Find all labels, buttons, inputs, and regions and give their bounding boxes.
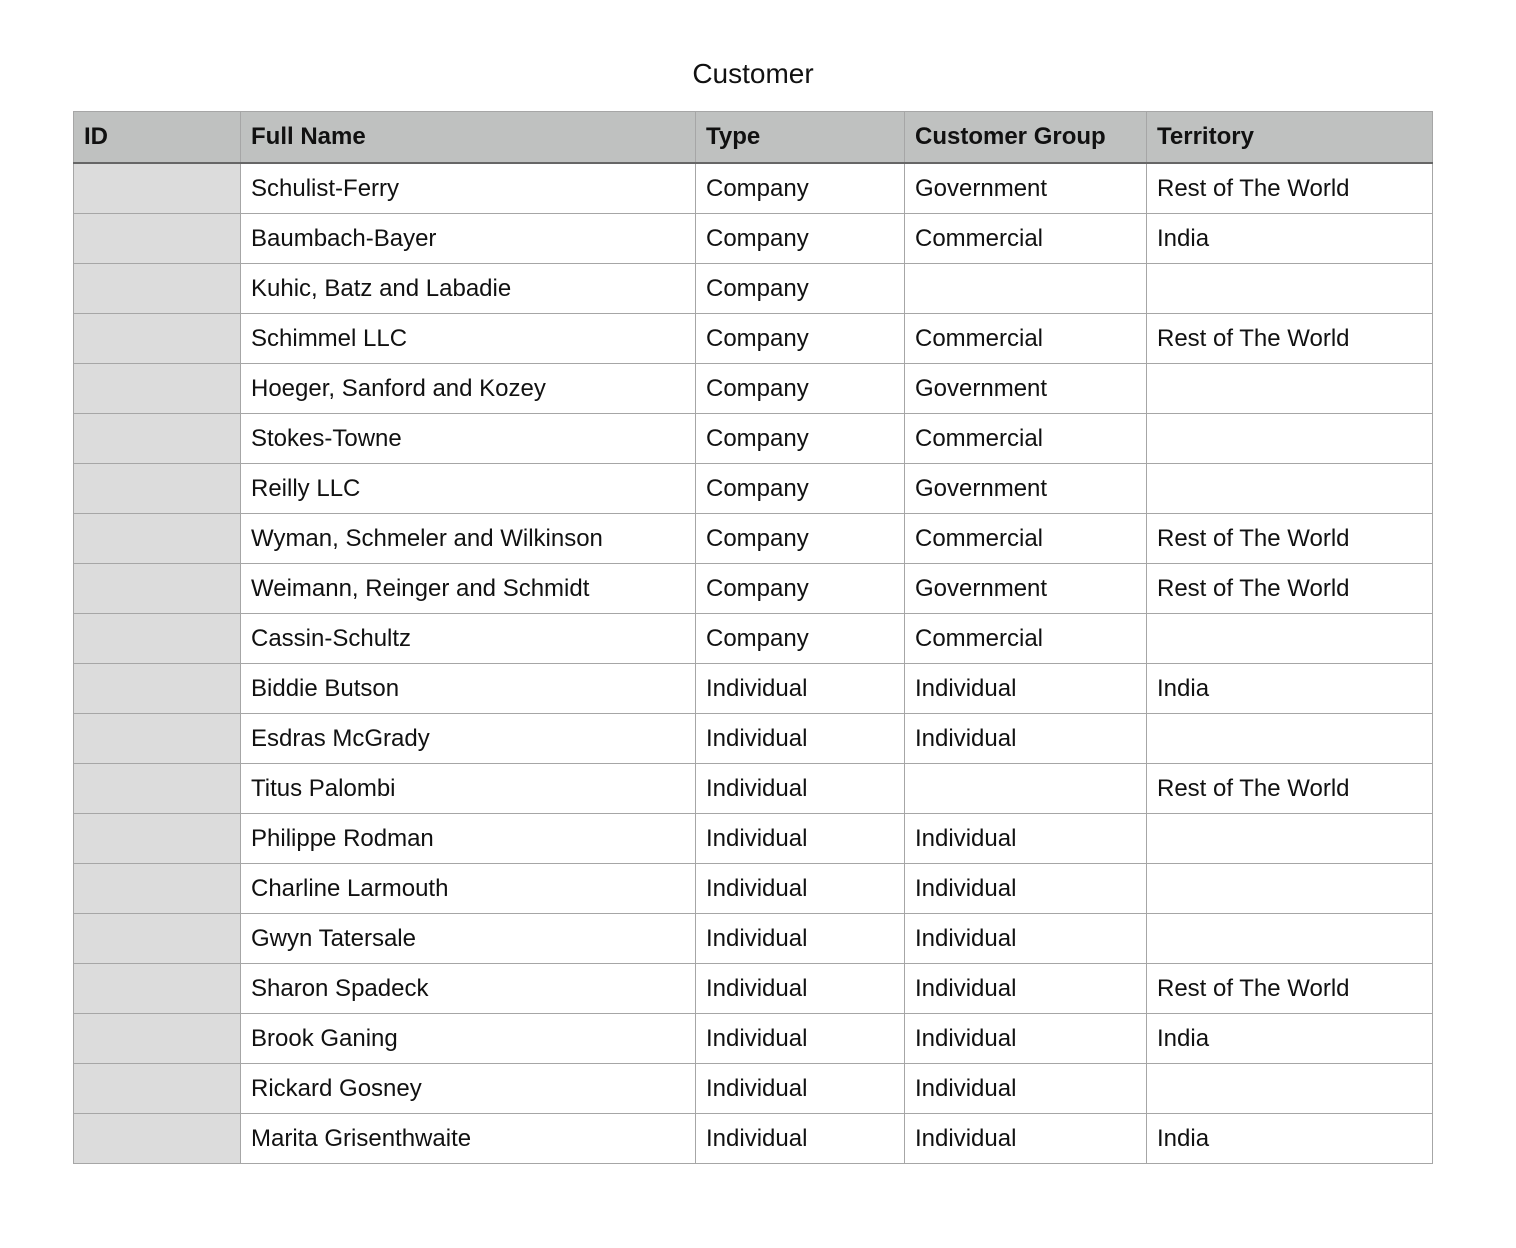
customer-group-cell[interactable]: Individual xyxy=(905,1064,1147,1114)
territory-cell[interactable]: Rest of The World xyxy=(1147,964,1433,1014)
customer-group-cell[interactable]: Commercial xyxy=(905,314,1147,364)
full-name-cell[interactable]: Baumbach-Bayer xyxy=(241,214,696,264)
territory-cell[interactable] xyxy=(1147,264,1433,314)
territory-cell[interactable]: Rest of The World xyxy=(1147,163,1433,214)
territory-cell[interactable] xyxy=(1147,414,1433,464)
territory-cell[interactable] xyxy=(1147,464,1433,514)
customer-group-cell[interactable]: Individual xyxy=(905,914,1147,964)
customer-group-cell[interactable]: Government xyxy=(905,364,1147,414)
table-row xyxy=(74,264,1433,314)
column-header-id[interactable]: ID xyxy=(74,112,241,164)
full-name-cell[interactable]: Marita Grisenthwaite xyxy=(241,1114,696,1164)
territory-cell[interactable]: India xyxy=(1147,664,1433,714)
customer-group-cell[interactable] xyxy=(905,764,1147,814)
table-row xyxy=(74,1114,1433,1164)
type-cell[interactable]: Individual xyxy=(696,1014,905,1064)
id-cell[interactable] xyxy=(74,564,241,614)
full-name-cell[interactable]: Kuhic, Batz and Labadie xyxy=(241,264,696,314)
table-row xyxy=(74,364,1433,414)
type-cell[interactable]: Individual xyxy=(696,814,905,864)
type-cell[interactable]: Company xyxy=(696,214,905,264)
full-name-cell[interactable]: Biddie Butson xyxy=(241,664,696,714)
type-cell[interactable]: Individual xyxy=(696,764,905,814)
customer-group-cell[interactable]: Commercial xyxy=(905,614,1147,664)
id-cell[interactable] xyxy=(74,314,241,364)
territory-cell[interactable]: India xyxy=(1147,214,1433,264)
customer-group-cell[interactable]: Individual xyxy=(905,814,1147,864)
territory-cell[interactable] xyxy=(1147,914,1433,964)
id-cell[interactable] xyxy=(74,364,241,414)
customer-group-cell[interactable]: Individual xyxy=(905,864,1147,914)
customer-group-cell[interactable]: Government xyxy=(905,163,1147,214)
table-row xyxy=(74,1064,1433,1114)
customer-table xyxy=(73,111,1433,1164)
table-row xyxy=(74,964,1433,1014)
id-cell[interactable] xyxy=(74,1114,241,1164)
full-name-cell[interactable]: Sharon Spadeck xyxy=(241,964,696,1014)
type-cell[interactable]: Individual xyxy=(696,964,905,1014)
table-row xyxy=(74,864,1433,914)
full-name-cell[interactable]: Brook Ganing xyxy=(241,1014,696,1064)
table-title: Customer xyxy=(692,58,814,89)
table-row xyxy=(74,714,1433,764)
full-name-cell[interactable]: Cassin-Schultz xyxy=(241,614,696,664)
type-cell[interactable]: Company xyxy=(696,464,905,514)
table-row xyxy=(74,163,1433,214)
territory-cell[interactable]: Rest of The World xyxy=(1147,514,1433,564)
id-cell[interactable] xyxy=(74,1014,241,1064)
type-cell[interactable]: Company xyxy=(696,514,905,564)
id-cell[interactable] xyxy=(74,163,241,214)
table-row xyxy=(74,664,1433,714)
table-row xyxy=(74,764,1433,814)
column-header-type[interactable]: Type xyxy=(696,112,905,164)
id-cell[interactable] xyxy=(74,414,241,464)
id-cell[interactable] xyxy=(74,464,241,514)
type-cell[interactable]: Company xyxy=(696,314,905,364)
territory-cell[interactable] xyxy=(1147,1064,1433,1114)
table-row xyxy=(74,464,1433,514)
territory-cell[interactable]: Rest of The World xyxy=(1147,564,1433,614)
territory-cell[interactable] xyxy=(1147,814,1433,864)
table-row xyxy=(74,914,1433,964)
territory-cell[interactable]: Rest of The World xyxy=(1147,764,1433,814)
customer-group-cell[interactable]: Commercial xyxy=(905,414,1147,464)
id-cell[interactable] xyxy=(74,514,241,564)
customer-group-cell[interactable] xyxy=(905,264,1147,314)
type-cell[interactable]: Individual xyxy=(696,864,905,914)
type-cell[interactable]: Individual xyxy=(696,664,905,714)
full-name-cell[interactable]: Esdras McGrady xyxy=(241,714,696,764)
type-cell[interactable]: Individual xyxy=(696,914,905,964)
territory-cell[interactable] xyxy=(1147,364,1433,414)
customer-group-cell[interactable]: Individual xyxy=(905,964,1147,1014)
full-name-cell[interactable]: Charline Larmouth xyxy=(241,864,696,914)
type-cell[interactable]: Individual xyxy=(696,714,905,764)
table-row xyxy=(74,414,1433,464)
id-cell[interactable] xyxy=(74,664,241,714)
id-cell[interactable] xyxy=(74,614,241,664)
customer-group-cell[interactable]: Individual xyxy=(905,1114,1147,1164)
customer-group-cell[interactable]: Government xyxy=(905,564,1147,614)
table-row xyxy=(74,564,1433,614)
table-row xyxy=(74,1014,1433,1064)
id-cell[interactable] xyxy=(74,214,241,264)
type-cell[interactable]: Company xyxy=(696,364,905,414)
table-row xyxy=(74,514,1433,564)
id-cell[interactable] xyxy=(74,964,241,1014)
type-cell[interactable]: Individual xyxy=(696,1114,905,1164)
id-cell[interactable] xyxy=(74,864,241,914)
table-body xyxy=(74,163,1433,1164)
type-cell[interactable]: Company xyxy=(696,414,905,464)
customer-group-cell[interactable]: Individual xyxy=(905,664,1147,714)
customer-group-cell[interactable]: Commercial xyxy=(905,214,1147,264)
column-header-customer-group[interactable]: Customer Group xyxy=(905,112,1147,164)
territory-cell[interactable] xyxy=(1147,864,1433,914)
column-header-full-name[interactable]: Full Name xyxy=(241,112,696,164)
full-name-cell[interactable]: Rickard Gosney xyxy=(241,1064,696,1114)
full-name-cell[interactable]: Titus Palombi xyxy=(241,764,696,814)
table-row xyxy=(74,314,1433,364)
full-name-cell[interactable]: Hoeger, Sanford and Kozey xyxy=(241,364,696,414)
customer-group-cell[interactable]: Individual xyxy=(905,714,1147,764)
customer-group-cell[interactable]: Commercial xyxy=(905,514,1147,564)
type-cell[interactable]: Individual xyxy=(696,1064,905,1114)
territory-cell[interactable] xyxy=(1147,614,1433,664)
territory-cell[interactable]: India xyxy=(1147,1114,1433,1164)
column-header-territory[interactable]: Territory xyxy=(1147,112,1433,164)
full-name-cell[interactable]: Philippe Rodman xyxy=(241,814,696,864)
full-name-cell[interactable]: Stokes-Towne xyxy=(241,414,696,464)
table-row xyxy=(74,814,1433,864)
full-name-cell[interactable]: Wyman, Schmeler and Wilkinson xyxy=(241,514,696,564)
customer-group-cell[interactable]: Government xyxy=(905,464,1147,514)
territory-cell[interactable]: India xyxy=(1147,1014,1433,1064)
header-row xyxy=(74,112,1433,164)
id-cell[interactable] xyxy=(74,1064,241,1114)
territory-cell[interactable]: Rest of The World xyxy=(1147,314,1433,364)
full-name-cell[interactable]: Reilly LLC xyxy=(241,464,696,514)
table-row xyxy=(74,614,1433,664)
type-cell[interactable]: Company xyxy=(696,264,905,314)
full-name-cell[interactable]: Schimmel LLC xyxy=(241,314,696,364)
id-cell[interactable] xyxy=(74,814,241,864)
id-cell[interactable] xyxy=(74,764,241,814)
full-name-cell[interactable]: Gwyn Tatersale xyxy=(241,914,696,964)
full-name-cell[interactable]: Schulist-Ferry xyxy=(241,163,696,214)
id-cell[interactable] xyxy=(74,714,241,764)
type-cell[interactable]: Company xyxy=(696,564,905,614)
full-name-cell[interactable]: Weimann, Reinger and Schmidt xyxy=(241,564,696,614)
id-cell[interactable] xyxy=(74,914,241,964)
territory-cell[interactable] xyxy=(1147,714,1433,764)
type-cell[interactable]: Company xyxy=(696,614,905,664)
table-row xyxy=(74,214,1433,264)
id-cell[interactable] xyxy=(74,264,241,314)
customer-group-cell[interactable]: Individual xyxy=(905,1014,1147,1064)
type-cell[interactable]: Company xyxy=(696,163,905,214)
